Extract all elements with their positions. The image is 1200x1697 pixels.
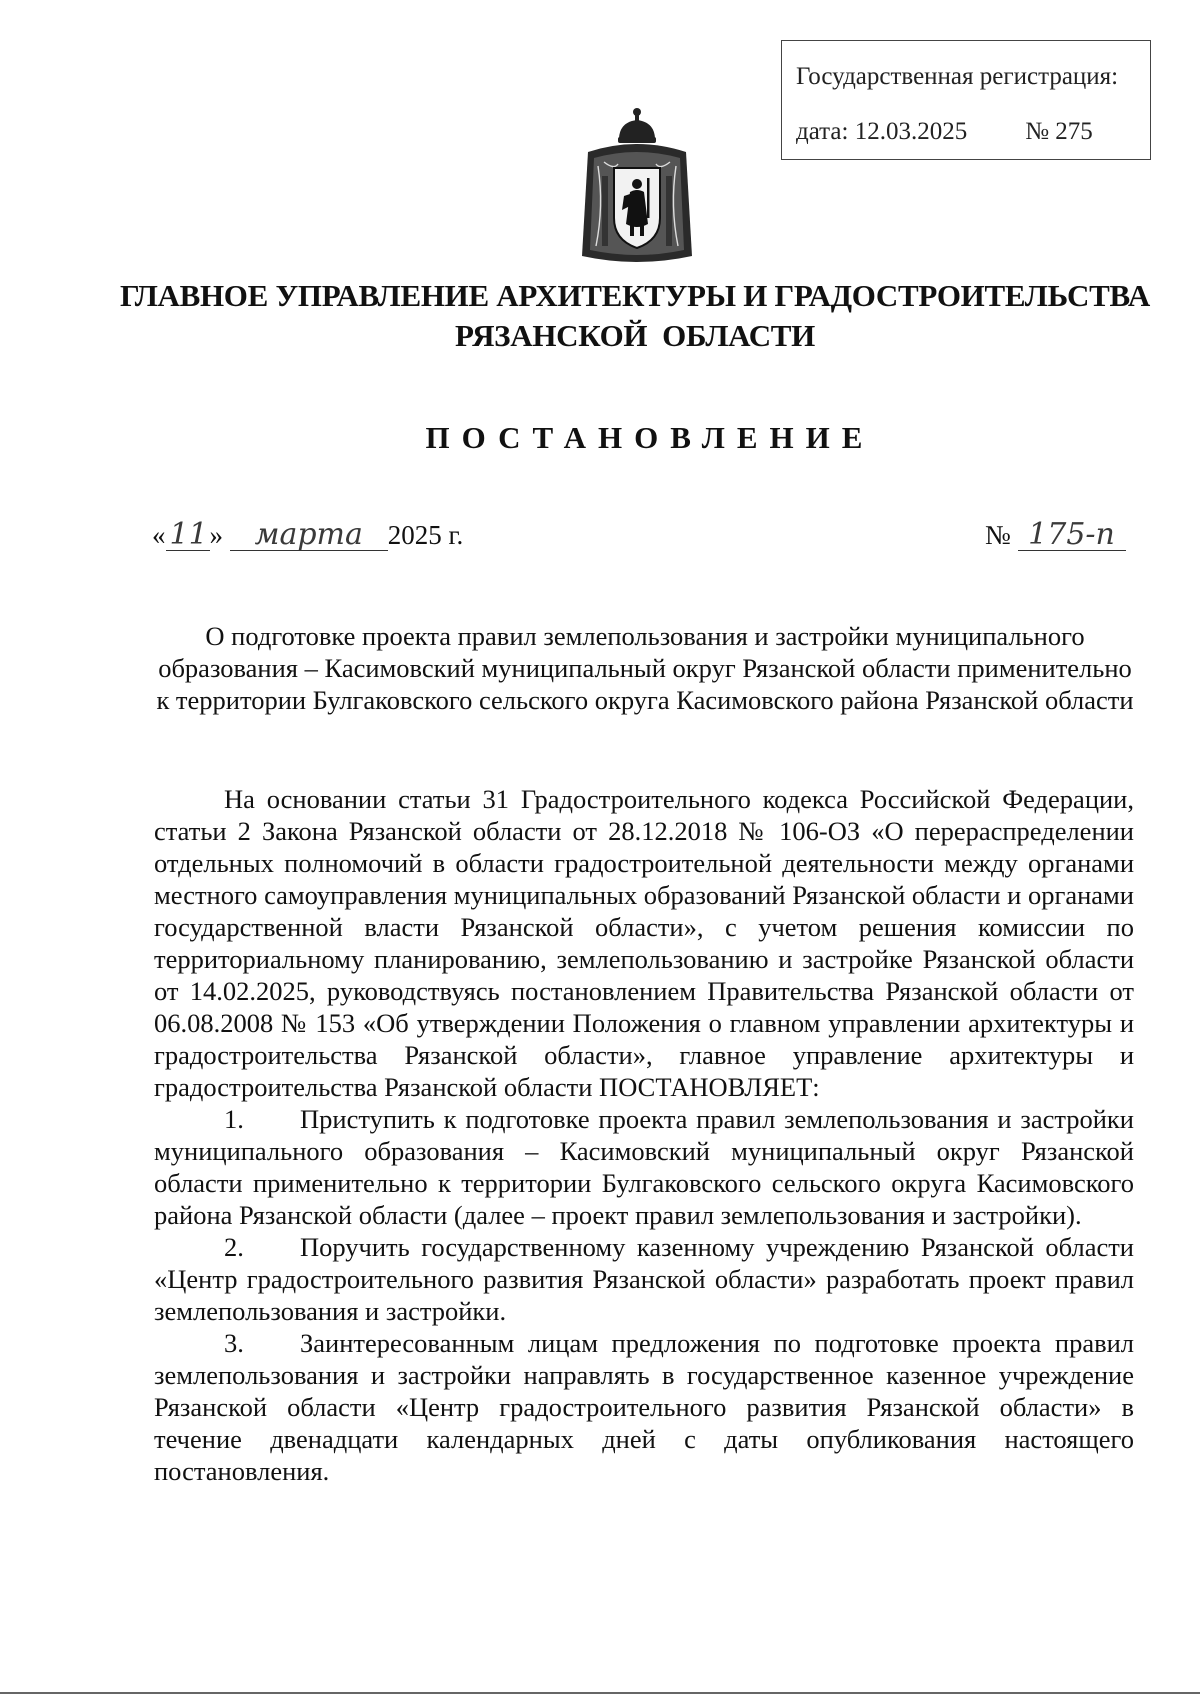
list-item [154, 1231, 1134, 1327]
date-day: 11 [166, 520, 210, 551]
item-number: 2. [224, 1232, 244, 1262]
date-open-quote: « [152, 520, 166, 550]
organization-line-1: ГЛАВНОЕ УПРАВЛЕНИЕ АРХИТЕКТУРЫ И ГРАДОСТРОИТЕЛЬСТВА [119, 278, 1150, 313]
organization-line-2: РЯЗАНСКОЙ ОБЛАСТИ [454, 318, 816, 353]
document-number [985, 517, 1126, 552]
document-type: ПОСТАНОВЛЕНИЕ [425, 420, 875, 455]
ryazan-coat-of-arms-icon [574, 106, 700, 266]
date-close-quote: » [209, 520, 223, 550]
date-year: 2025 г. [387, 520, 464, 550]
registration-number: № 275 [1025, 118, 1093, 145]
list-item [154, 1103, 1134, 1231]
document-subject: О подготовке проекта правил землепользования и застройки муниципального образования – Касимовский муниципальный округ Рязанской области применительно к территории Булгаковского сельского округа Касимовского района Рязанской области [156, 621, 1134, 715]
item-text: Приступить к подготовке проекта правил землепользования и застройки муниципального образования – Касимовский муниципальный округ Рязанской области применительно к территории Булгаковского сельского округа Касимовского района Рязанской области (далее – проект правил землепользования и застройки). [154, 1104, 1134, 1230]
registration-date: дата: 12.03.2025 [796, 118, 968, 145]
organization-title [100, 276, 1170, 356]
date-month: марта [230, 520, 388, 551]
item-number: 1. [224, 1104, 244, 1134]
list-item [154, 1327, 1134, 1487]
registration-details [796, 104, 1136, 159]
page-bottom-edge [0, 1692, 1200, 1694]
item-number: 3. [224, 1328, 244, 1358]
registration-stamp [781, 40, 1151, 160]
item-text: Поручить государственному казенному учреждению Рязанской области «Центр градостроительного развития Рязанской области» разработать проект правил землепользования и застройки. [154, 1232, 1134, 1326]
number-prefix: № [985, 520, 1011, 550]
document-date [152, 517, 464, 552]
preamble-paragraph: На основании статьи 31 Градостроительного кодекса Российской Федерации, статьи 2 Закона Рязанской области от 28.12.2018 № 106-ОЗ «О перераспределении отдельных полномочий в области градостроительной деятельности между органами местного самоуправления муниципальных образований Рязанской области и органами государственной власти Рязанской области», с учетом решения комиссии по территориальному планированию, землепользованию и застройке Рязанской области от 14.02.2025, руководствуясь постановлением Правительства Рязанской области от 06.08.2008 № 153 «Об утверждении Положения о главном управлении архитектуры и градостроительства Рязанской области», главное управление архитектуры и градостроительства Рязанской области ПОСТАНОВЛЯЕТ: [154, 784, 1134, 1102]
registration-heading: Государственная регистрация: [796, 63, 1119, 90]
item-text: Заинтересованным лицам предложения по подготовке проекта правил землепользования и застройки направлять в государственное казенное учреждение Рязанской области «Центр градостроительного развития Рязанской области» в течение двенадцати календарных дней с даты опубликования настоящего постановления. [154, 1328, 1134, 1486]
number-value: 175-п [1018, 520, 1126, 551]
document-body [154, 783, 1134, 1487]
